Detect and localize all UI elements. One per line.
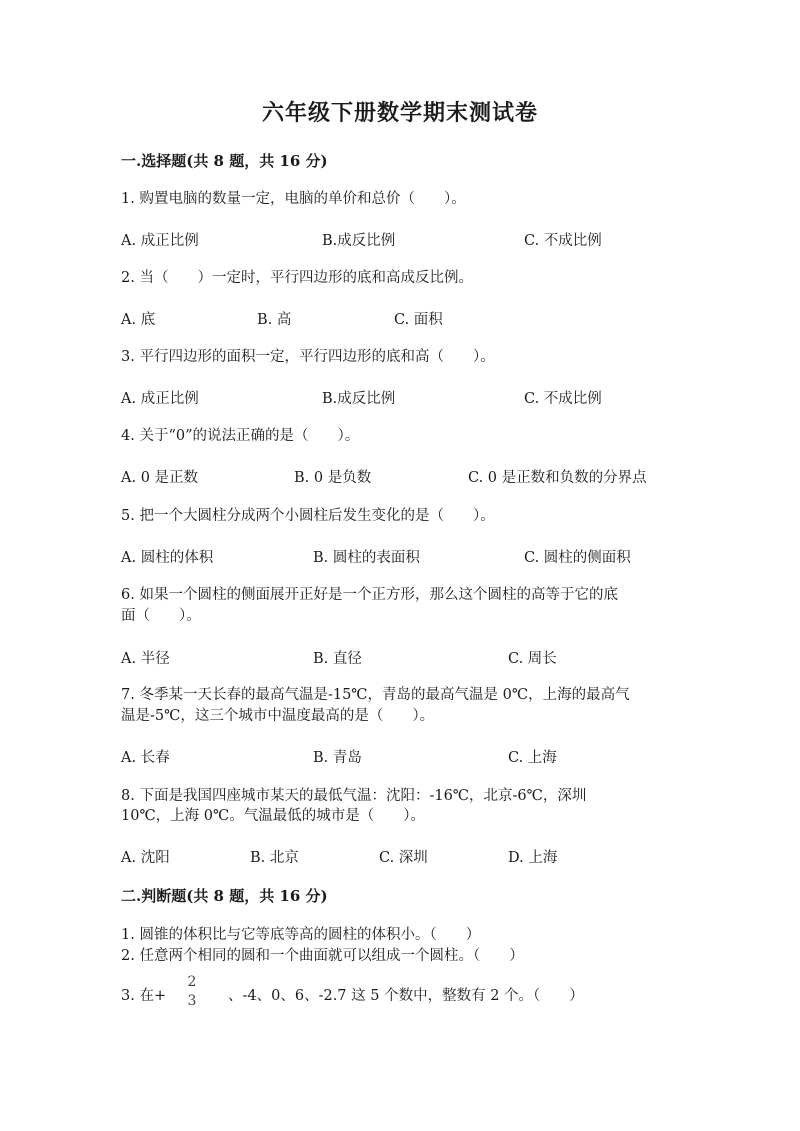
option-b[interactable]: B. 高 xyxy=(257,312,292,328)
option-b[interactable]: B.成反比例 xyxy=(322,391,396,407)
option-b[interactable]: B. 0 是负数 xyxy=(294,470,372,486)
option-b[interactable]: B. 青岛 xyxy=(313,750,362,766)
option-b[interactable]: B. 圆柱的表面积 xyxy=(313,550,420,566)
question-1: 1. 购置电脑的数量一定，电脑的单价和总价（ ）。 xyxy=(121,191,466,207)
option-a[interactable]: A. 长春 xyxy=(121,750,170,766)
question-5: 5. 把一个大圆柱分成两个小圆柱后发生变化的是（ ）。 xyxy=(121,508,495,524)
option-c[interactable]: C. 不成比例 xyxy=(524,233,602,249)
judgment-question-1: 1. 圆锥的体积比与它等底等高的圆柱的体积小。（ ） xyxy=(121,927,481,943)
option-c[interactable]: C. 上海 xyxy=(508,750,557,766)
fraction-numerator: 2 xyxy=(187,974,197,990)
judgment-question-3-suffix: 、-4、0、6、-2.7 这 5 个数中，整数有 2 个。（ ） xyxy=(228,988,584,1004)
option-a[interactable]: A. 0 是正数 xyxy=(121,470,199,486)
option-b[interactable]: B.成反比例 xyxy=(322,233,396,249)
question-8-line-2: 10℃，上海 0℃。气温最低的城市是（ ）。 xyxy=(121,808,425,824)
section-heading-judgment: 二.判断题(共 8 题，共 16 分) xyxy=(121,887,328,905)
question-2: 2. 当（ ）一定时，平行四边形的底和高成反比例。 xyxy=(121,270,473,286)
option-a[interactable]: A. 底 xyxy=(121,312,156,328)
option-c[interactable]: C. 面积 xyxy=(394,312,443,328)
question-7-line-1: 7. 冬季某一天长春的最高气温是-15℃，青岛的最高气温是 0℃，上海的最高气 xyxy=(121,687,630,703)
option-a[interactable]: A. 成正比例 xyxy=(121,391,199,407)
question-6-line-1: 6. 如果一个圆柱的侧面展开正好是一个正方形，那么这个圆柱的高等于它的底 xyxy=(121,587,618,603)
judgment-question-3-prefix: 3. 在+ xyxy=(121,988,167,1004)
option-a[interactable]: A. 沈阳 xyxy=(121,850,170,866)
option-a[interactable]: A. 成正比例 xyxy=(121,233,199,249)
option-c[interactable]: C. 不成比例 xyxy=(524,391,602,407)
question-8-line-1: 8. 下面是我国四座城市某天的最低气温：沈阳：-16℃，北京-6℃，深圳 xyxy=(121,788,587,804)
page-title: 六年级下册数学期末测试卷 xyxy=(261,100,538,126)
question-4: 4. 关于“0”的说法正确的是（ ）。 xyxy=(121,428,360,444)
option-b[interactable]: B. 直径 xyxy=(313,651,362,667)
option-b[interactable]: B. 北京 xyxy=(250,850,299,866)
question-3: 3. 平行四边形的面积一定，平行四边形的底和高（ ）。 xyxy=(121,349,495,365)
fraction-denominator: 3 xyxy=(187,993,197,1009)
question-7-line-2: 温是-5℃，这三个城市中温度最高的是（ ）。 xyxy=(121,708,435,724)
question-6-line-2: 面（ ）。 xyxy=(121,608,201,624)
option-c[interactable]: C. 0 是正数和负数的分界点 xyxy=(468,470,647,486)
option-a[interactable]: A. 圆柱的体积 xyxy=(121,550,214,566)
option-d[interactable]: D. 上海 xyxy=(508,850,558,866)
option-c[interactable]: C. 圆柱的侧面积 xyxy=(524,550,631,566)
option-a[interactable]: A. 半径 xyxy=(121,651,170,667)
section-heading-choice: 一.选择题(共 8 题，共 16 分) xyxy=(121,152,328,170)
option-c[interactable]: C. 周长 xyxy=(508,651,557,667)
judgment-question-2: 2. 任意两个相同的圆和一个曲面就可以组成一个圆柱。（ ） xyxy=(121,948,524,964)
option-c[interactable]: C. 深圳 xyxy=(379,850,428,866)
